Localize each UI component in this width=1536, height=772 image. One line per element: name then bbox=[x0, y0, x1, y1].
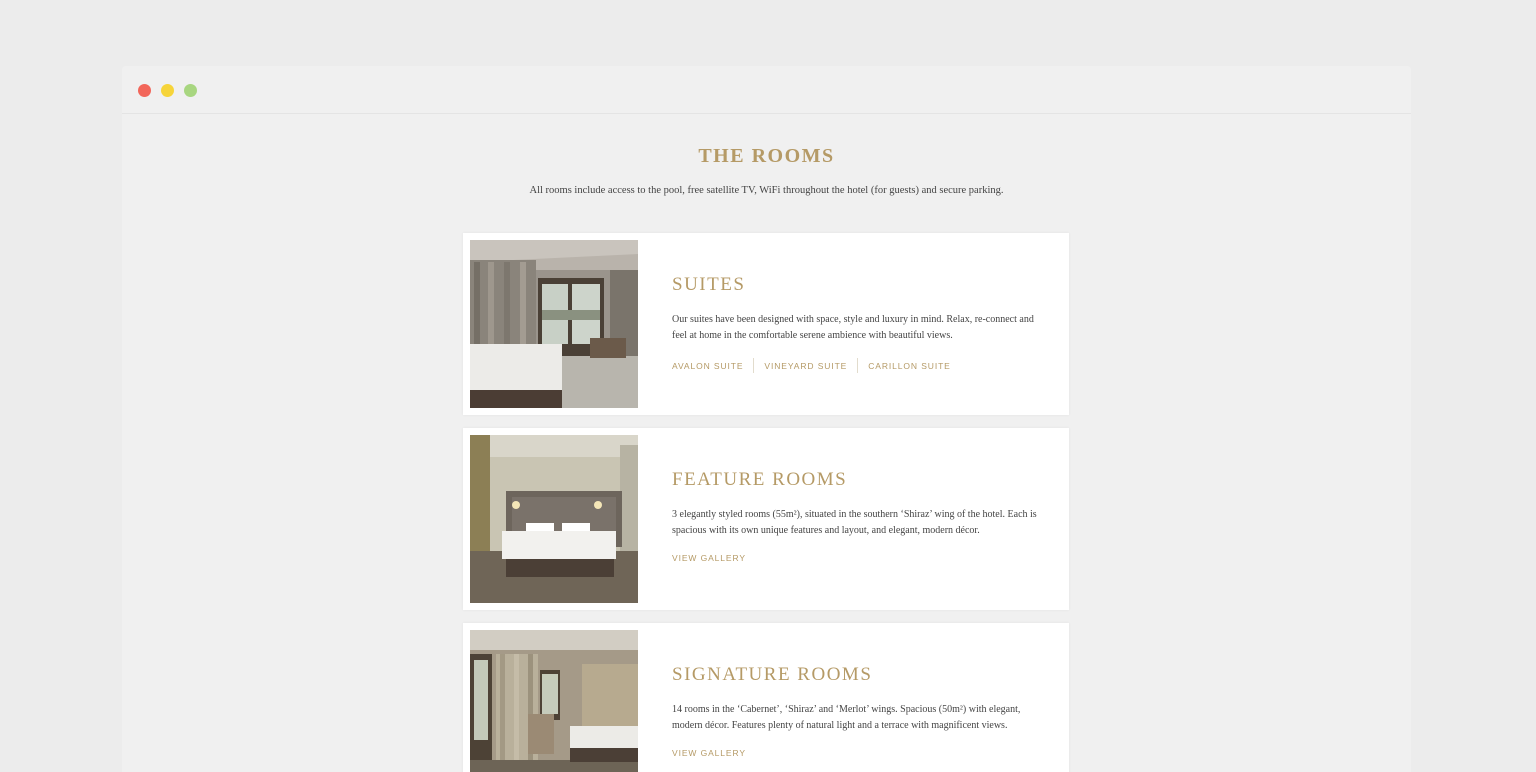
view-gallery-link[interactable]: VIEW GALLERY bbox=[672, 553, 746, 563]
close-window-button[interactable] bbox=[138, 84, 151, 97]
room-title: SUITES bbox=[672, 274, 746, 295]
minimize-window-button[interactable] bbox=[161, 84, 174, 97]
room-description: 3 elegantly styled rooms (55m²), situated in the southern ‘Shiraz’ wing of the hotel. Each is spacious with its own unique features and layout, and elegant, modern décor. bbox=[672, 509, 1037, 536]
room-card-signature-rooms bbox=[463, 623, 1069, 772]
room-description: Our suites have been designed with space, style and luxury in mind. Relax, re-connect and feel at home in the comfortable serene ambience with beautiful views. bbox=[672, 314, 1034, 341]
view-gallery-link[interactable]: VIEW GALLERY bbox=[672, 748, 746, 758]
vineyard-suite-link[interactable]: VINEYARD SUITE bbox=[764, 360, 848, 371]
maximize-window-button[interactable] bbox=[184, 84, 197, 97]
room-title: FEATURE ROOMS bbox=[672, 469, 848, 490]
carillon-suite-link[interactable]: CARILLON SUITE bbox=[868, 360, 951, 371]
room-title: SIGNATURE ROOMS bbox=[672, 664, 873, 685]
feature-room-photo[interactable] bbox=[470, 435, 638, 603]
link-divider bbox=[857, 358, 858, 373]
room-links bbox=[672, 553, 746, 563]
page-subtitle: All rooms include access to the pool, free satellite TV, WiFi throughout the hotel (for guests) and secure parking. bbox=[529, 185, 1004, 196]
room-links bbox=[672, 358, 951, 373]
page-title: THE ROOMS bbox=[698, 145, 835, 167]
link-divider bbox=[753, 358, 754, 373]
window-titlebar bbox=[122, 66, 1411, 114]
room-card-feature-rooms bbox=[463, 428, 1069, 610]
room-links bbox=[672, 748, 746, 758]
browser-window bbox=[122, 66, 1411, 772]
suite-room-photo[interactable] bbox=[470, 240, 638, 408]
avalon-suite-link[interactable]: AVALON SUITE bbox=[672, 360, 744, 371]
room-description: 14 rooms in the ‘Cabernet’, ‘Shiraz’ and ‘Merlot’ wings. Spacious (50m²) with elegant, modern décor. Features plenty of natural light and a terrace with magnificent views. bbox=[672, 704, 1021, 731]
signature-room-photo[interactable] bbox=[470, 630, 638, 772]
room-card-suites bbox=[463, 233, 1069, 415]
